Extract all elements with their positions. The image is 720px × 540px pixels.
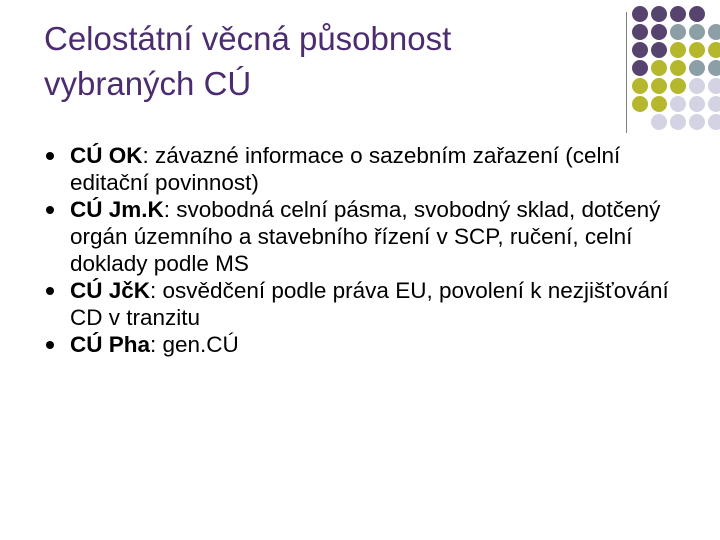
decorative-dot (632, 42, 648, 58)
office-name: CÚ Jm.K (70, 197, 164, 222)
decorative-dot (632, 78, 648, 94)
decorative-dot (708, 42, 720, 58)
list-item (46, 331, 696, 358)
list-item (46, 196, 696, 277)
decorative-dot (632, 114, 648, 130)
bullet-icon (46, 341, 54, 349)
office-name: CÚ JčK (70, 278, 151, 303)
decorative-dot (651, 24, 667, 40)
decorative-dot (689, 78, 705, 94)
office-competence: : závazné informace o sazebním zařazení (celní editační povinnost) (70, 143, 621, 195)
decorative-dot (708, 96, 720, 112)
decorative-dot (708, 60, 720, 76)
decorative-dot (651, 78, 667, 94)
decorative-dot (708, 78, 720, 94)
office-name: CÚ Pha (70, 332, 151, 357)
bullet-icon (46, 152, 54, 160)
decorative-dot (632, 96, 648, 112)
office-name: CÚ OK (70, 143, 143, 168)
decorative-dot (632, 60, 648, 76)
office-competence: : osvědčení podle práva EU, povolení k nezjišťování CD v tranzitu (70, 278, 669, 330)
decorative-dot (651, 114, 667, 130)
decorative-dot (670, 114, 686, 130)
office-competence: : gen.CÚ (150, 332, 239, 357)
bullet-list (46, 142, 696, 358)
office-competence: : svobodná celní pásma, svobodný sklad, dotčený orgán územního a stavebního řízení v SCP, ručení, celní doklady podle MS (70, 197, 661, 276)
decorative-dot (670, 24, 686, 40)
decorative-dot (651, 42, 667, 58)
decorative-dot (689, 24, 705, 40)
list-item (46, 142, 696, 196)
decorative-dot (708, 24, 720, 40)
decorative-dot (689, 114, 705, 130)
bullet-icon (46, 206, 54, 214)
decorative-dot (651, 6, 667, 22)
decorative-dot-grid (632, 6, 720, 132)
decorative-dot (689, 60, 705, 76)
decorative-dot (689, 6, 705, 22)
decorative-dot (670, 42, 686, 58)
decorative-dot (689, 42, 705, 58)
decorative-dot (651, 96, 667, 112)
title-line-1: Celostátní věcná působnost (44, 20, 452, 57)
title-line-2: vybraných CÚ (44, 65, 252, 102)
decorative-dot (670, 6, 686, 22)
decorative-dot (670, 60, 686, 76)
decorative-dot (708, 114, 720, 130)
bullet-icon (46, 287, 54, 295)
decorative-dot (632, 24, 648, 40)
decorative-dot (670, 78, 686, 94)
vertical-divider (626, 12, 627, 133)
list-item (46, 277, 696, 331)
decorative-dot (708, 6, 720, 22)
decorative-dot (689, 96, 705, 112)
slide-title (44, 16, 604, 106)
decorative-dot (651, 60, 667, 76)
decorative-dot (632, 6, 648, 22)
decorative-dot (670, 96, 686, 112)
